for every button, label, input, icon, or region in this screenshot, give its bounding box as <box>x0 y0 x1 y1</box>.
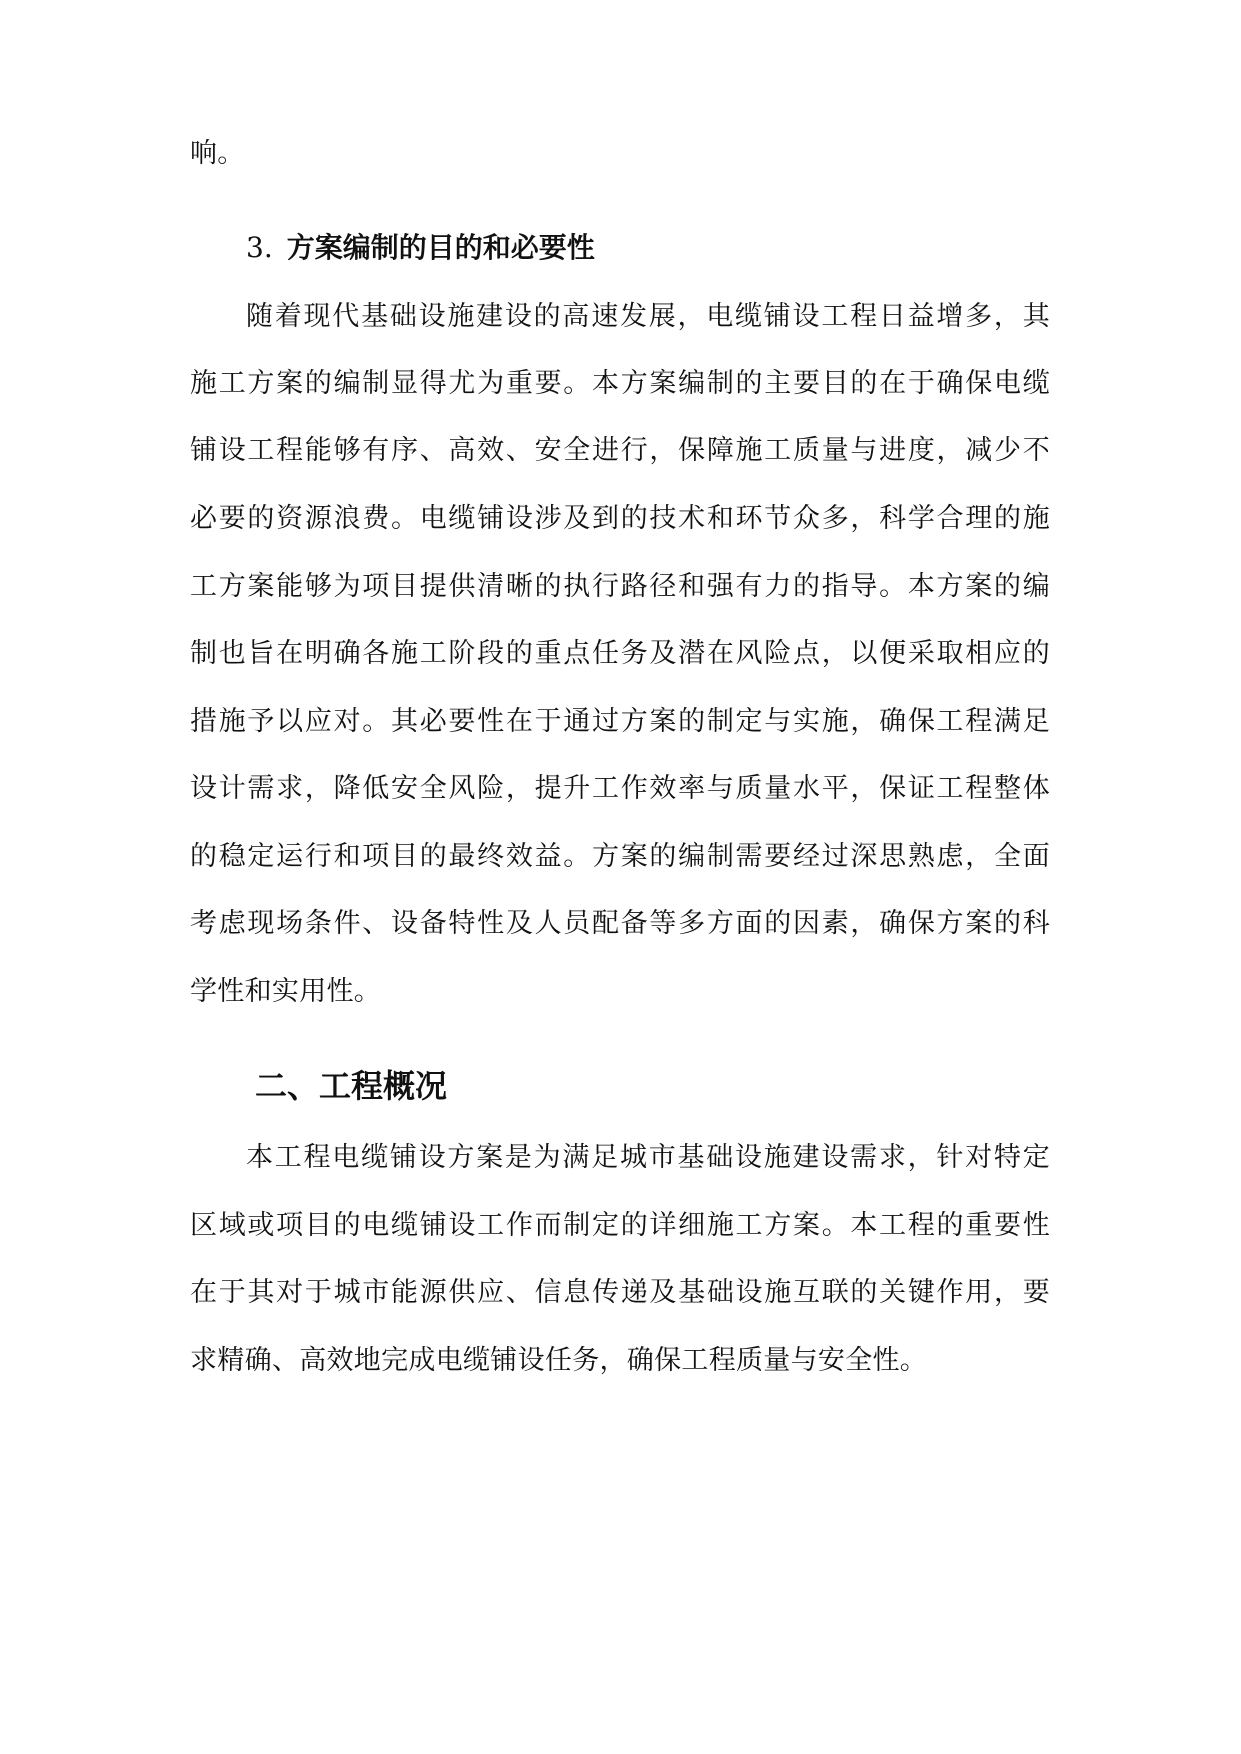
paragraph-line: 制也旨在明确各施工阶段的重点任务及潜在风险点，以便采取相应的 <box>190 638 1050 669</box>
paragraph-line: 铺设工程能够有序、高效、安全进行，保障施工质量与进度，减少不 <box>190 435 1050 466</box>
section-3-heading <box>246 228 595 268</box>
paragraph-line: 本工程电缆铺设方案是为满足城市基础设施建设需求，针对特定 <box>246 1142 1050 1173</box>
paragraph-line: 设计需求，降低安全风险，提升工作效率与质量水平，保证工程整体 <box>190 773 1050 804</box>
paragraph-line: 在于其对于城市能源供应、信息传递及基础设施互联的关键作用，要 <box>190 1277 1050 1308</box>
paragraph-line: 的稳定运行和项目的最终效益。方案的编制需要经过深思熟虑，全面 <box>190 841 1050 872</box>
paragraph-line: 考虑现场条件、设备特性及人员配备等多方面的因素，确保方案的科 <box>190 908 1050 939</box>
continuation-text: 响。 <box>190 138 245 169</box>
paragraph-line: 必要的资源浪费。电缆铺设涉及到的技术和环节众多，科学合理的施 <box>190 503 1050 534</box>
paragraph-line: 学性和实用性。 <box>190 976 382 1007</box>
paragraph-line: 区域或项目的电缆铺设工作而制定的详细施工方案。本工程的重要性 <box>190 1210 1050 1241</box>
section-2-heading: 二、工程概况 <box>255 1067 448 1105</box>
paragraph-line: 施工方案的编制显得尤为重要。本方案编制的主要目的在于确保电缆 <box>190 368 1050 399</box>
section-3-title: 方案编制的目的和必要性 <box>286 231 595 264</box>
paragraph-line: 措施予以应对。其必要性在于通过方案的制定与实施，确保工程满足 <box>190 706 1050 737</box>
paragraph-line: 随着现代基础设施建设的高速发展，电缆铺设工程日益增多，其 <box>246 301 1050 332</box>
paragraph-line: 工方案能够为项目提供清晰的执行路径和强有力的指导。本方案的编 <box>190 571 1050 602</box>
paragraph-line: 求精确、高效地完成电缆铺设任务，确保工程质量与安全性。 <box>190 1345 928 1376</box>
section-3-number: 3. <box>246 231 273 264</box>
